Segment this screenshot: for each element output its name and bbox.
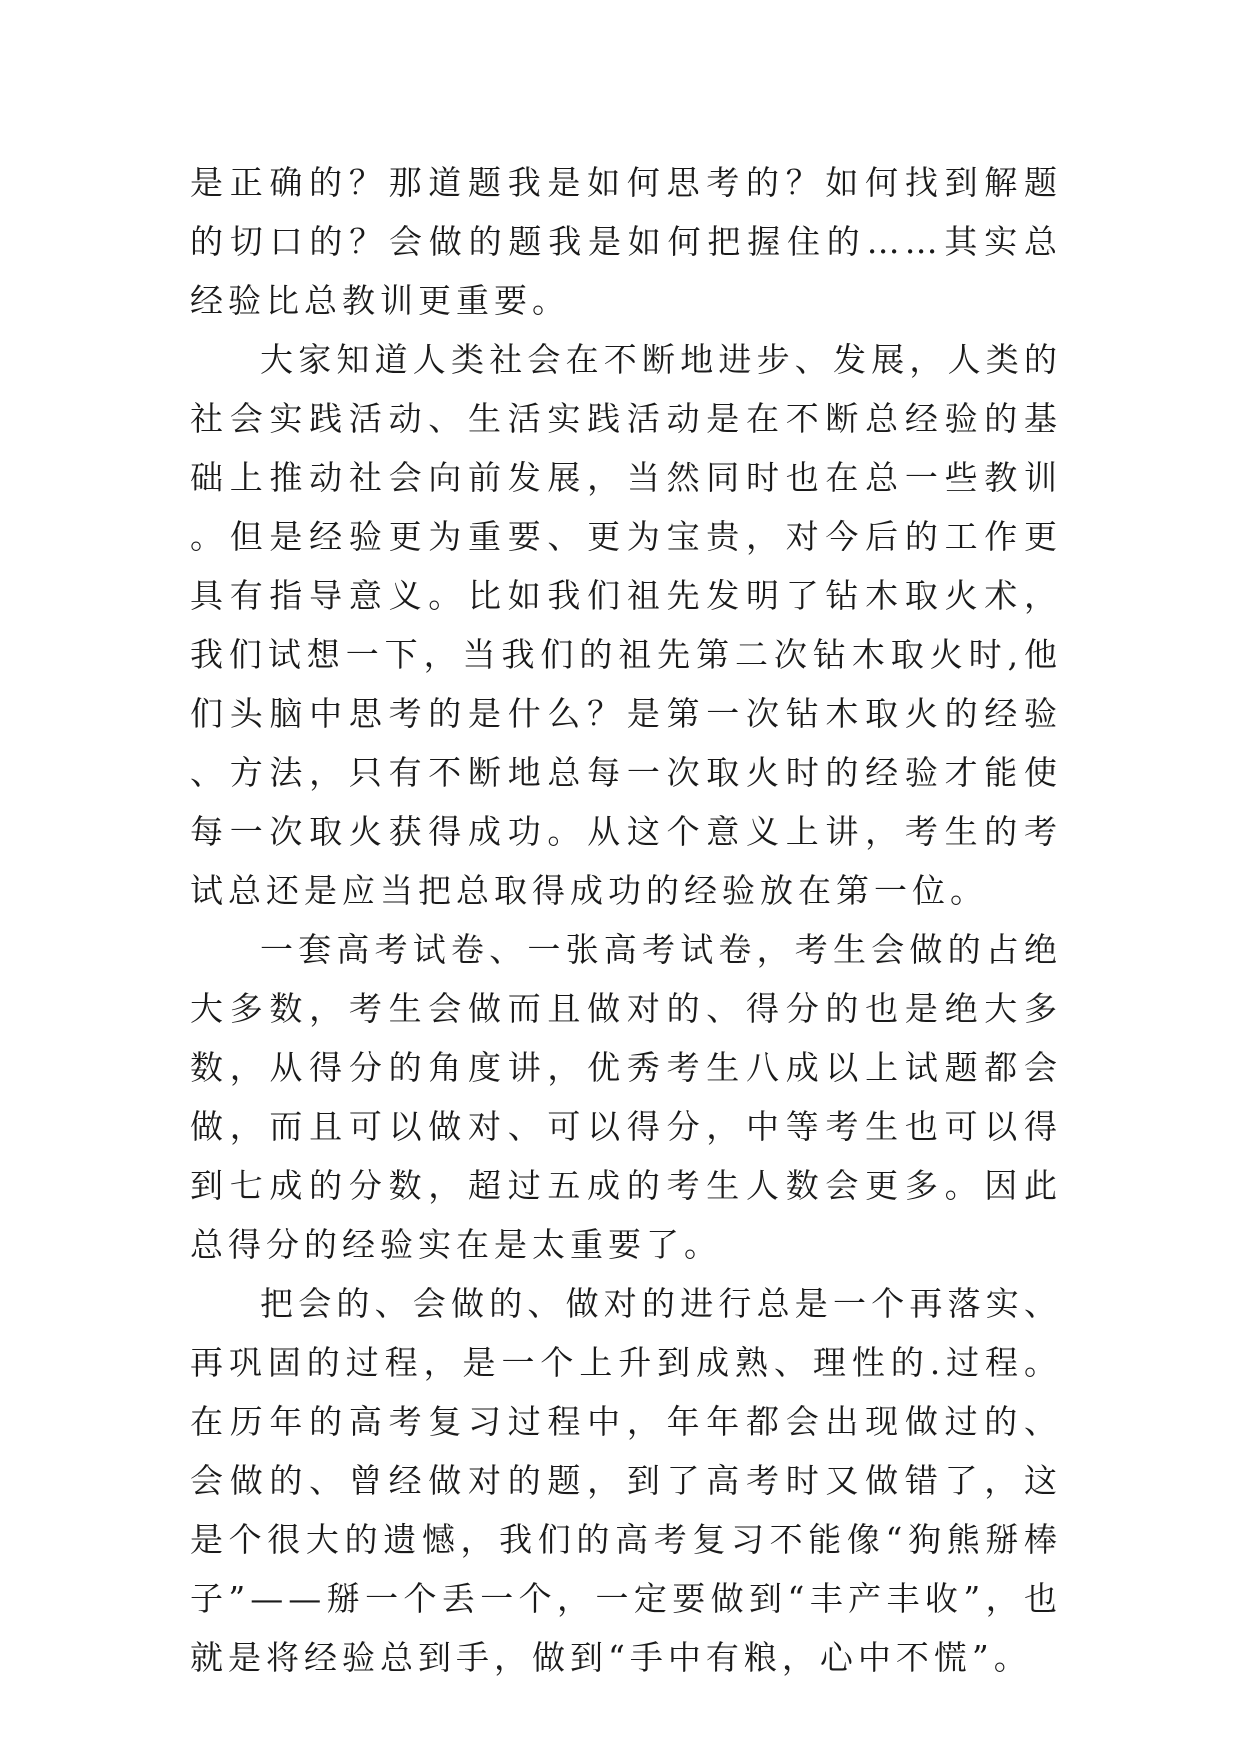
paragraph: 大家知道人类社会在不断地进步、发展，人类的社会实践活动、生活实践活动是在不断总经验的基础上推动社会向前发展，当然同时也在总一些教训。但是经验更为重要、更为宝贵，对今后的工作更具有指导意义。比如我们祖先发明了钻木取火术，我们试想一下，当我们的祖先第二次钻木取火时,他们头脑中思考的是什么？是第一次钻木取火的经验、方法，只有不断地总每一次取火时的经验才能使每一次取火获得成功。从这个意义上讲，考生的考试总还是应当把总取得成功的经验放在第一位。 (190, 340, 1062, 910)
paragraph: 是正确的？那道题我是如何思考的？如何找到解题的切口的？会做的题我是如何把握住的……其实总经验比总教训更重要。 (190, 163, 1062, 320)
paragraph: 把会的、会做的、做对的进行总是一个再落实、再巩固的过程，是一个上升到成熟、理性的.过程。在历年的高考复习过程中，年年都会出现做过的、会做的、曾经做对的题，到了高考时又做错了，这是个很大的遗憾，我们的高考复习不能像“狗熊掰棒子”——掰一个丢一个，一定要做到“丰产丰收”，也就是将经验总到手，做到“手中有粮，心中不慌”。 (190, 1284, 1062, 1677)
body-text (190, 153, 1062, 1687)
paragraph: 一套高考试卷、一张高考试卷，考生会做的占绝大多数，考生会做而且做对的、得分的也是绝大多数，从得分的角度讲，优秀考生八成以上试题都会做，而且可以做对、可以得分，中等考生也可以得到七成的分数，超过五成的考生人数会更多。因此总得分的经验实在是太重要了。 (190, 930, 1062, 1264)
